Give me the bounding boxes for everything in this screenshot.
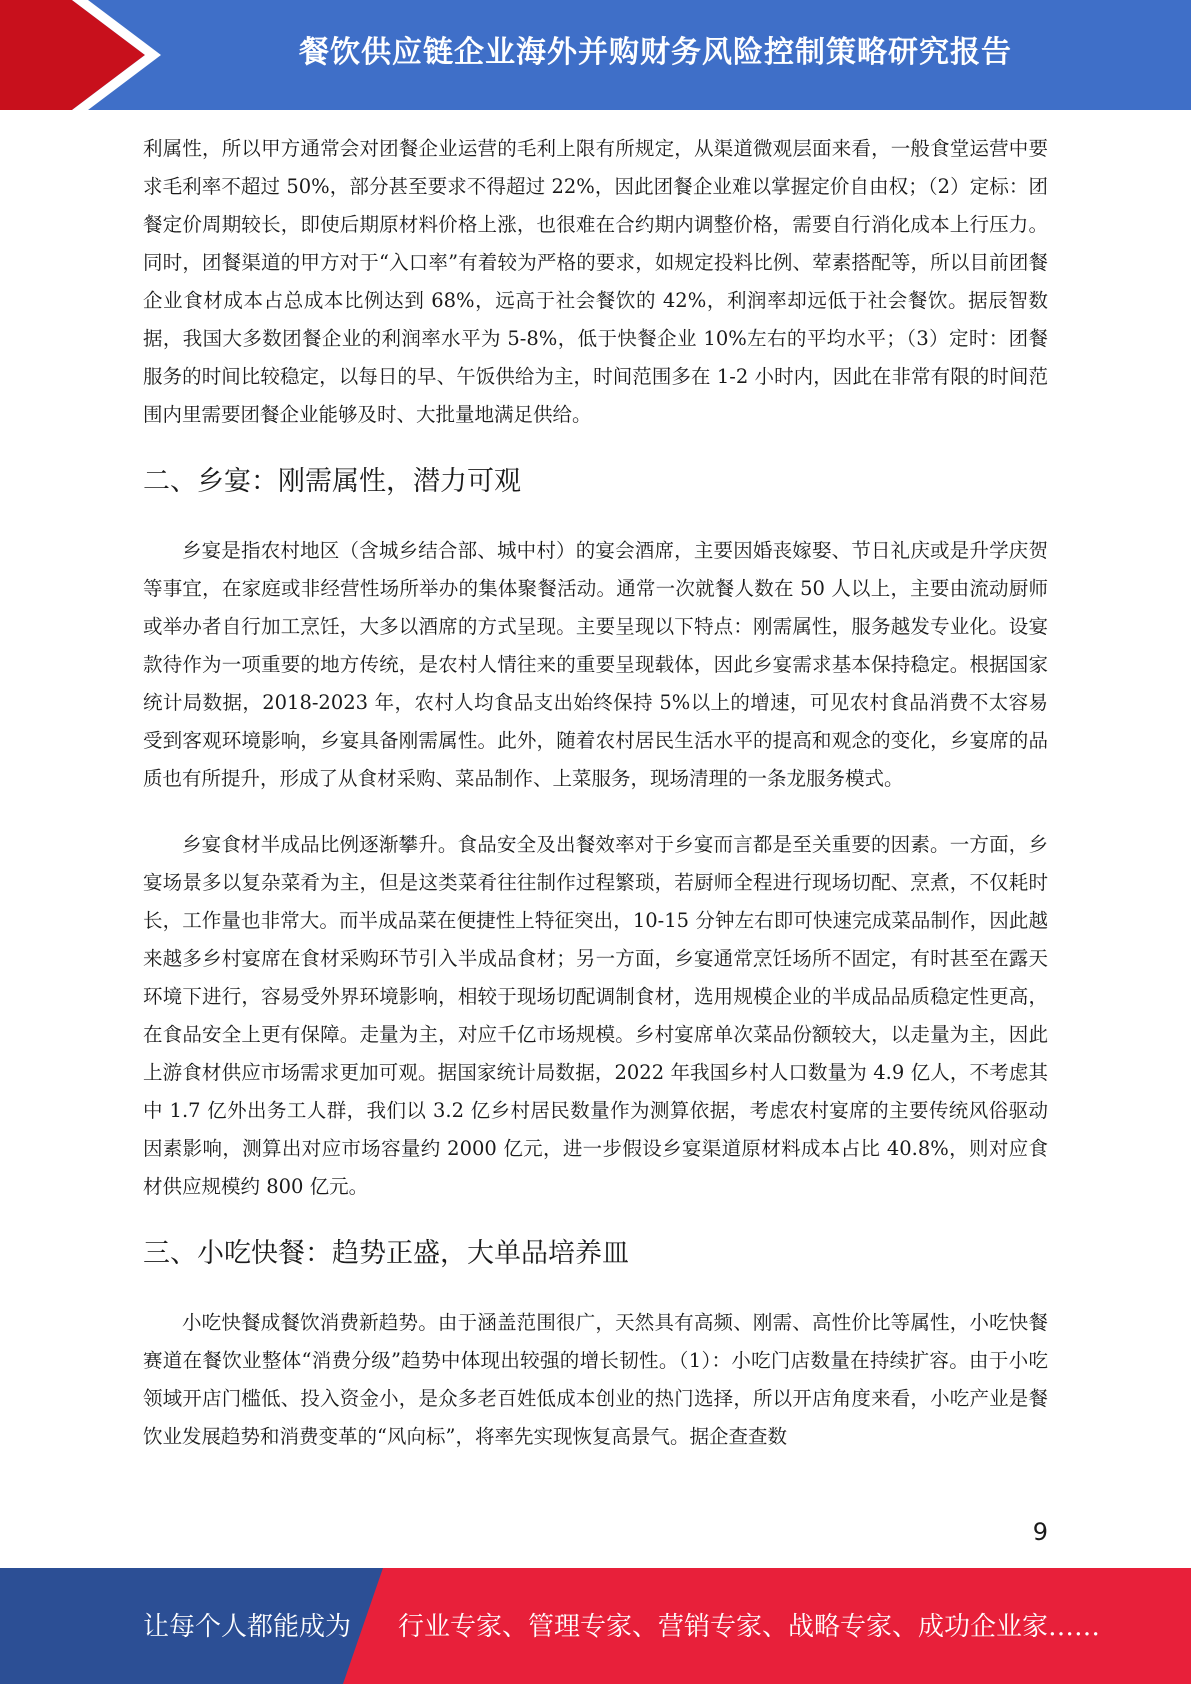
paragraph-1: 利属性，所以甲方通常会对团餐企业运营的毛利上限有所规定，从渠道微观层面来看，一般食堂运营中要求毛利率不超过 50%，部分甚至要求不得超过 22%，因此团餐企业难以掌握定价自由权；（2）定标：团餐定价周期较长，即使后期原材料价格上涨，也很难在合约期内调整价格，需要自行消化成本上行压力。同时，团餐渠道的甲方对于“入口率”有着较为严格的要求，如规定投料比例、荤素搭配等，所以目前团餐企业食材成本占总成本比例达到 68%，远高于社会餐饮的 42%，利润率却远低于社会餐饮。据辰智数据，我国大多数团餐企业的利润率水平为 5-8%，低于快餐企业 10%左右的平均水平；（3）定时：团餐服务的时间比较稳定，以每日的早、午饭供给为主，时间范围多在 1-2 小时内，因此在非常有限的时间范围内里需要团餐企业能够及时、大批量地满足供给。 — [143, 137, 1048, 426]
section-heading-3: 三、小吃快餐：趋势正盛，大单品培养皿 — [143, 1238, 629, 1269]
page-footer — [0, 1568, 1191, 1684]
paragraph-2: 乡宴是指农村地区（含城乡结合部、城中村）的宴会酒席，主要因婚丧嫁娶、节日礼庆或是升学庆贺等事宜，在家庭或非经营性场所举办的集体聚餐活动。通常一次就餐人数在 50 人以上，主要由流动厨师或举办者自行加工烹饪，大多以酒席的方式呈现。主要呈现以下特点：刚需属性，服务越发专业化。设宴款待作为一项重要的地方传统，是农村人情往来的重要呈现载体，因此乡宴需求基本保持稳定。根据国家统计局数据，2018-2023 年，农村人均食品支出始终保持 5%以上的增速，可见农村食品消费不太容易受到客观环境影响，乡宴具备刚需属性。此外，随着农村居民生活水平的提高和观念的变化，乡宴席的品质也有所提升，形成了从食材采购、菜品制作、上菜服务，现场清理的一条龙服务模式。 — [143, 539, 1048, 790]
footer-slogan-right: 行业专家、管理专家、营销专家、战略专家、成功企业家…… — [398, 1612, 1101, 1642]
paragraph-4: 小吃快餐成餐饮消费新趋势。由于涵盖范围很广，天然具有高频、刚需、高性价比等属性，小吃快餐赛道在餐饮业整体“消费分级”趋势中体现出较强的增长韧性。（1）：小吃门店数量在持续扩容。由于小吃领域开店门槛低、投入资金小，是众多老百姓低成本创业的热门选择，所以开店角度来看，小吃产业是餐饮业发展趋势和消费变革的“风向标”，将率先实现恢复高景气。据企查查数 — [143, 1311, 1048, 1448]
report-title: 餐饮供应链企业海外并购财务风险控制策略研究报告 — [299, 35, 1012, 70]
document-body — [143, 130, 1048, 1456]
page-header — [0, 0, 1191, 110]
footer-slogan-left: 让每个人都能成为 — [143, 1612, 352, 1642]
section-heading-2: 二、乡宴：刚需属性，潜力可观 — [143, 466, 521, 497]
paragraph-3: 乡宴食材半成品比例逐渐攀升。食品安全及出餐效率对于乡宴而言都是至关重要的因素。一方面，乡宴场景多以复杂菜肴为主，但是这类菜肴往往制作过程繁琐，若厨师全程进行现场切配、烹煮，不仅耗时长，工作量也非常大。而半成品菜在便捷性上特征突出，10-15 分钟左右即可快速完成菜品制作，因此越来越多乡村宴席在食材采购环节引入半成品食材；另一方面，乡宴通常烹饪场所不固定，有时甚至在露天环境下进行，容易受外界环境影响，相较于现场切配调制食材，选用规模企业的半成品品质稳定性更高，在食品安全上更有保障。走量为主，对应千亿市场规模。乡村宴席单次菜品份额较大，以走量为主，因此上游食材供应市场需求更加可观。据国家统计局数据，2022 年我国乡村人口数量为 4.9 亿人，不考虑其中 1.7 亿外出务工人群，我们以 3.2 亿乡村居民数量作为测算依据，考虑农村宴席的主要传统风俗驱动因素影响，测算出对应市场容量约 2000 亿元，进一步假设乡宴渠道原材料成本占比 40.8%，则对应食材供应规模约 800 亿元。 — [143, 833, 1048, 1198]
page-number: 9 — [1032, 1518, 1048, 1546]
